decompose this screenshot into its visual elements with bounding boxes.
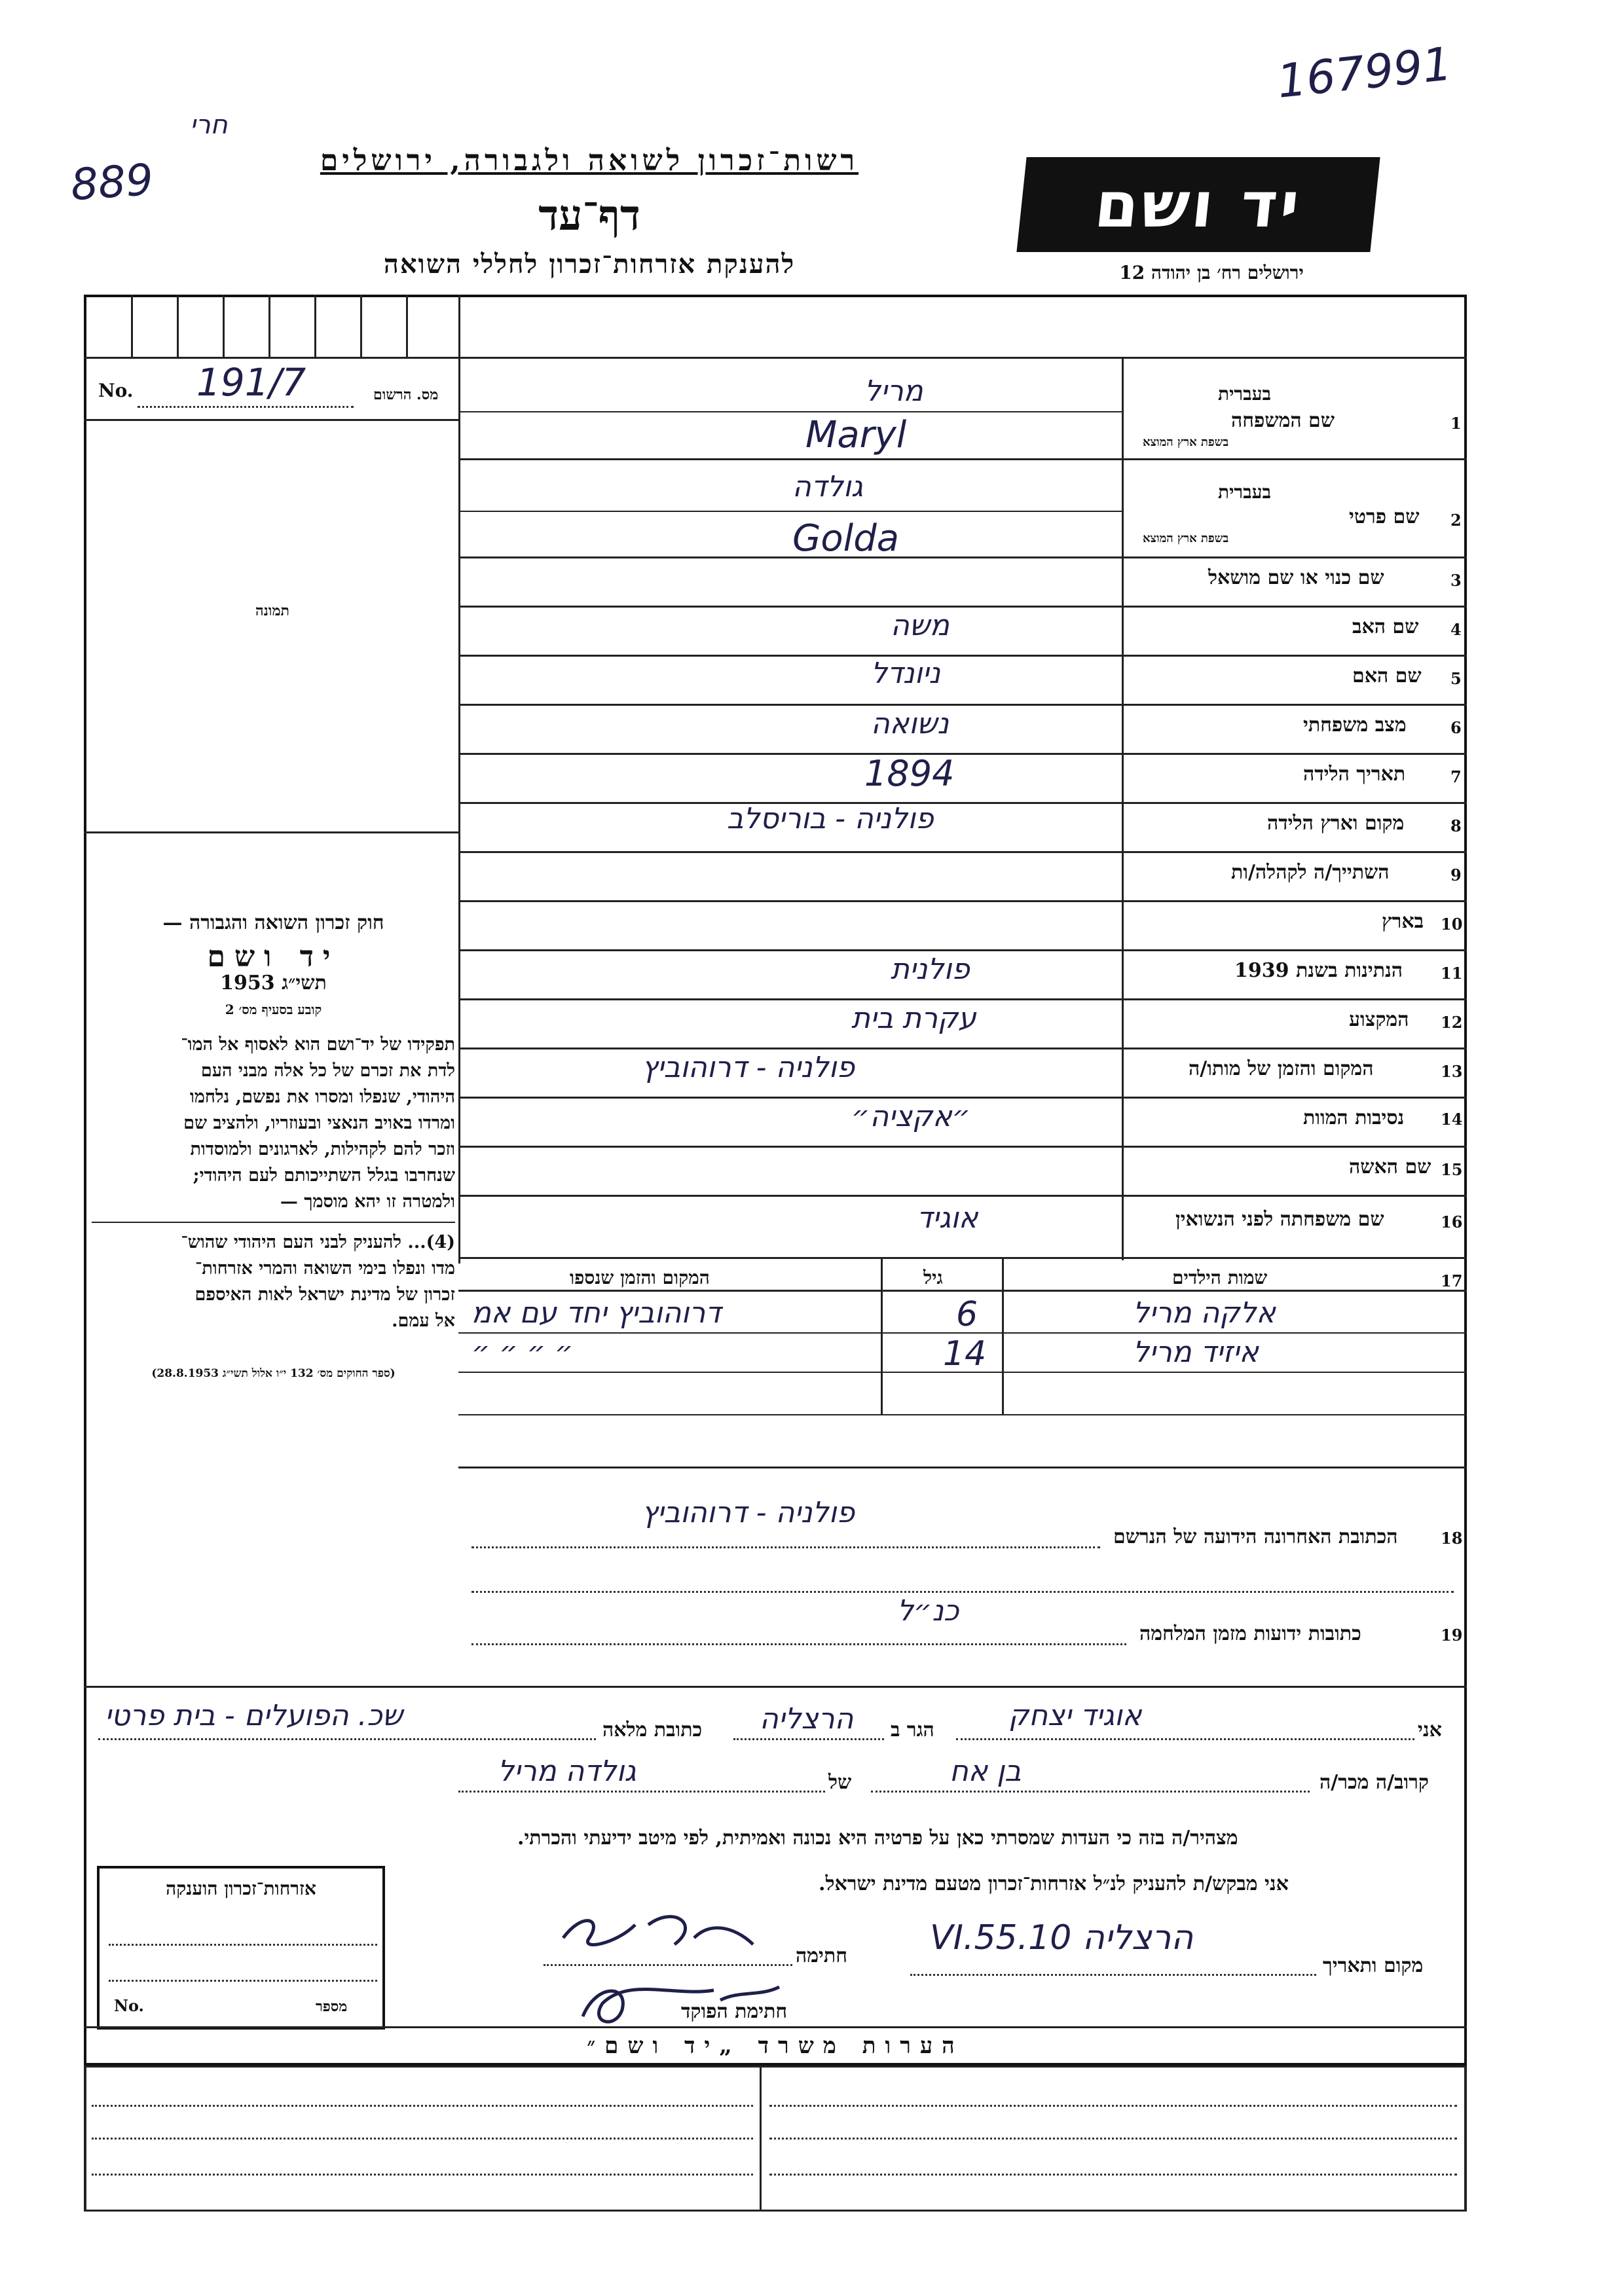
f6-num: 6 xyxy=(1450,718,1462,737)
f7-label: תאריך הלידה xyxy=(1303,763,1406,786)
law-name: יד ושם xyxy=(207,940,340,974)
f8-label: מקום וארץ הלידה xyxy=(1267,812,1405,835)
f8-num: 8 xyxy=(1450,816,1462,835)
grant-no-label: No. xyxy=(114,1996,144,2015)
law-title: חוק זכרון השואה והגבורה — xyxy=(162,911,384,934)
f6-label: מצב משפחתי xyxy=(1303,714,1407,737)
photo-label: תמונה xyxy=(255,602,289,619)
children-col-names: שמות הילדים xyxy=(1172,1267,1268,1288)
f11-label: הנתינות בשנת 1939 xyxy=(1234,959,1403,982)
f9-num: 9 xyxy=(1450,866,1462,884)
f2-hebrew-label: בעברית xyxy=(1218,481,1272,503)
f16-value: אוגיד xyxy=(917,1201,978,1235)
law-text-2: לדת את זכרם של כל אלה מבני העם xyxy=(200,1061,455,1081)
decl-lives-in: הרצליה xyxy=(760,1702,854,1736)
decl-full-address-label: כתובת מלאה xyxy=(602,1719,703,1741)
child-name: איזיד מריל xyxy=(1133,1336,1259,1369)
f13-label: המקום והזמן של מותו/ה xyxy=(1189,1057,1374,1080)
f2-hebrew-value: גולדה xyxy=(792,470,863,503)
f5-value: ניונדל xyxy=(871,657,941,690)
f2-num: 2 xyxy=(1450,511,1462,530)
f16-num: 16 xyxy=(1441,1212,1463,1231)
child-name: אלקה מריל xyxy=(1133,1296,1276,1330)
f18-label: הכתובת האחרונה הידועה של הנרשם xyxy=(1113,1525,1398,1548)
form-title: דף־עד xyxy=(538,191,640,240)
f15-label: שם האשה xyxy=(1349,1156,1431,1178)
logo-text: יד ושם xyxy=(1091,168,1306,242)
f7-value: 1894 xyxy=(864,753,955,794)
decl-relative-label: קרוב/ה מכר/ה xyxy=(1320,1771,1429,1794)
child-age: 6 xyxy=(956,1295,978,1334)
f19-value: כנ״ל xyxy=(897,1594,959,1628)
f6-value: נשואה xyxy=(871,707,949,740)
f12-value: עקרת בית xyxy=(851,1002,976,1035)
law-text-9: מדו ונפלו בימי השואה והמרי אזרחות־ xyxy=(194,1258,455,1279)
f4-value: משה xyxy=(891,609,950,642)
law-text-11: אל עמם. xyxy=(392,1311,455,1331)
law-text-8: (4)... להעניק לבני העם היהודי שהוש־ xyxy=(181,1232,455,1252)
law-source: (ספר החוקים מס׳ 132 י״ו אלול תשי״ג 28.8.1953) xyxy=(151,1367,396,1380)
decl-statement-2: אני מבקש/ת להעניק לנ״ל אזרחות־זכרון מטעם מדינת ישראל. xyxy=(819,1872,1289,1895)
f10-label: בארץ xyxy=(1382,910,1424,933)
law-text-5: וזכר להם לקהילות, לארגונים ולמוסדות xyxy=(190,1139,455,1159)
f14-value: ״אקציה״ xyxy=(851,1100,971,1133)
logo-address: ירושלים רח׳ בן יהודה 12 xyxy=(1119,262,1304,283)
f2-label: שם פרטי xyxy=(1349,505,1420,528)
decl-statement-1: מצהיר/ה בזה כי העדות שמסרתי כאן על פרטיה היא נכונה ואמיתית, לפי מיטב ידיעתי והכרתי. xyxy=(517,1827,1238,1850)
law-note: קובע בסעיף מס׳ 2 xyxy=(225,1002,322,1017)
decl-relation: בן אח xyxy=(950,1755,1022,1788)
law-text-6: שנחרבו בגלל השתייכותם לעם היהודי; xyxy=(193,1165,455,1186)
f15-num: 15 xyxy=(1441,1160,1463,1179)
registration-number: 191/7 xyxy=(196,360,306,405)
form-subtitle: להענקת אזרחות־זכרון לחללי השואה xyxy=(383,249,796,280)
child-age: 14 xyxy=(943,1334,987,1374)
law-year: תשי״ג 1953 xyxy=(220,972,327,994)
f4-num: 4 xyxy=(1450,620,1462,639)
decl-relative-of: גולדה מריל xyxy=(498,1755,637,1788)
children-num: 17 xyxy=(1441,1271,1463,1290)
f11-value: פולנית xyxy=(891,953,970,986)
law-text-4: ומרדו באויב הנאצי ובעוזריו, ולהציב שם xyxy=(183,1113,455,1133)
decl-of-label: של xyxy=(828,1771,852,1794)
authority-line: רשות־זכרון לשואה ולגבורה, ירושלים xyxy=(320,144,859,177)
children-col-age: גיל xyxy=(923,1267,943,1288)
f2-origin-value: Golda xyxy=(792,517,900,560)
f10-num: 10 xyxy=(1441,915,1463,934)
f1-label: שם המשפחה xyxy=(1231,409,1335,432)
f11-num: 11 xyxy=(1441,964,1463,983)
f1-origin-value: Maryl xyxy=(805,414,907,456)
decl-declarant: אוגיד יצחק xyxy=(1008,1699,1142,1732)
f1-origin-label: בשפת ארץ המוצא xyxy=(1143,435,1229,449)
grant-box xyxy=(97,1866,385,2030)
registration-he-label: מס. הרשום xyxy=(373,386,439,403)
f5-label: שם האם xyxy=(1352,665,1422,687)
f1-hebrew-value: מריל xyxy=(864,374,923,408)
top-scribble: חרי xyxy=(190,110,228,140)
law-text-10: זכרון של מדינת ישראל לאות האיספם xyxy=(194,1285,455,1305)
f14-label: נסיבות המוות xyxy=(1303,1106,1405,1129)
f2-origin-label: בשפת ארץ המוצא xyxy=(1143,532,1229,545)
f8-value: פולניה - בוריסלב xyxy=(727,802,934,835)
f9-label: השתייך/ה לקהלה/ות xyxy=(1231,861,1390,884)
decl-lives-label: הגר ב xyxy=(891,1719,934,1741)
f18-value: פולניה - דרוהוביץ xyxy=(642,1496,855,1529)
grant-number-label: מספר xyxy=(316,1998,348,2015)
registration-no-label: No. xyxy=(98,380,134,401)
f13-num: 13 xyxy=(1441,1062,1463,1081)
grant-title: אזרחות־זכרון הוענקה xyxy=(166,1878,316,1899)
side-number: 889 xyxy=(69,154,155,211)
child-place: ״ ״ ״ ״ xyxy=(471,1336,574,1369)
f1-num: 1 xyxy=(1450,414,1462,433)
f7-num: 7 xyxy=(1450,767,1462,786)
decl-signature-label: חתימה xyxy=(796,1944,847,1967)
decl-i-label: אני xyxy=(1418,1719,1442,1741)
f19-num: 19 xyxy=(1441,1626,1463,1645)
f18-num: 18 xyxy=(1441,1529,1463,1548)
law-text-7: ולמטרה זו יהא מוסמך — xyxy=(280,1192,455,1212)
f19-label: כתובות ידועות מזמן המלחמה xyxy=(1139,1622,1361,1645)
law-text-1: תפקידו של יד־ושם הוא לאסוף אל המו־ xyxy=(181,1034,455,1055)
decl-place-date-label: מקום ותאריך xyxy=(1323,1954,1424,1977)
f12-label: המקצוע xyxy=(1349,1008,1409,1031)
f4-label: שם האב xyxy=(1352,615,1419,638)
decl-place-date: הרצליה 10.VI.55 xyxy=(930,1918,1194,1958)
child-place: דרוהוביץ יחד עם אמ xyxy=(471,1296,722,1330)
decl-full-address: שכ. הפועלים - בית פרטי xyxy=(105,1699,403,1732)
f12-num: 12 xyxy=(1441,1013,1463,1032)
archive-number: 167991 xyxy=(1274,37,1454,109)
logo xyxy=(1016,157,1380,252)
f3-label: שם כנוי או שם מושאל xyxy=(1208,566,1384,589)
f1-hebrew-label: בעברית xyxy=(1218,383,1272,405)
law-box xyxy=(92,910,455,1387)
office-remarks-title: הערות משרד „יד ושם״ xyxy=(587,2033,964,2059)
decl-officer-label: חתימת הפוקד xyxy=(681,2000,788,2023)
f14-num: 14 xyxy=(1441,1110,1463,1129)
f13-value: פולניה - דרוהוביץ xyxy=(642,1051,855,1084)
law-text-3: היהודי, שנפלו ומסרו את נפשם, נלחמו xyxy=(189,1087,455,1107)
f5-num: 5 xyxy=(1450,669,1462,688)
f3-num: 3 xyxy=(1450,571,1462,590)
children-col-place: המקום והזמן שנספו xyxy=(570,1267,710,1288)
f16-label: שם משפחתה לפני הנשואין xyxy=(1175,1208,1384,1231)
